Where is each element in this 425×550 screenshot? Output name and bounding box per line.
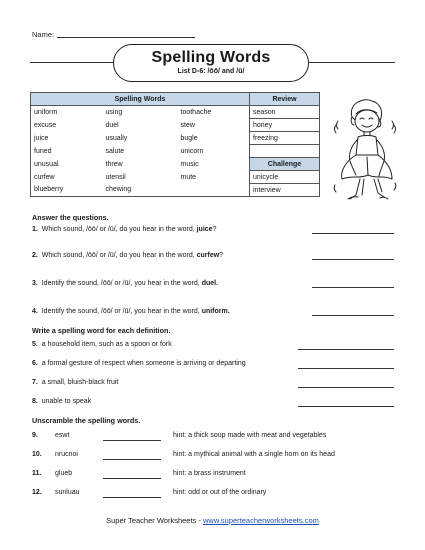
definition-text: a household item, such as a spoon or fork [41,341,172,348]
question-end: ? [212,226,217,233]
scrambled-word: glueb [55,470,73,477]
question-number: 4. [32,308,38,315]
name-row [32,30,195,39]
definition-number: 7. [32,379,38,386]
answer-line-1[interactable] [312,233,394,234]
dancing-girl-illustration [330,95,400,207]
unscramble-number: 9. [32,432,38,439]
definition-number: 5. [32,341,38,348]
section-answer-heading: Answer the questions. [32,213,109,222]
unscramble-hint: hint: odd or out of the ordinary [173,489,267,496]
unscramble-answer-line-10[interactable] [103,459,161,460]
spelling-words-header: Spelling Words [31,93,250,106]
name-label: Name: [32,30,55,39]
word-table [30,92,320,197]
review-header: Review [250,93,320,106]
definition-answer-line-5[interactable] [298,349,394,350]
question-text: Which sound, /ōō/ or /ū/, do you hear in the word, [41,252,195,259]
definition-text: a small, bluish-black fruit [41,379,119,386]
name-field[interactable] [57,37,195,38]
question-text: Identify the sound, /ōō/ or /ū/, you hear in the word, [41,308,200,315]
challenge-cell: unicycle [250,171,320,184]
question-2 [32,252,223,259]
question-number: 3. [32,280,38,287]
word-cell: toothache [178,106,250,119]
scrambled-word: eswt [55,432,70,439]
word-cell: uniform [31,106,103,119]
section-definition-heading: Write a spelling word for each definition. [32,326,171,335]
word-cell: bugle [178,132,250,145]
question-text: Identify the sound, /ōō/ or /ū/, you hear in the word, [41,280,200,287]
page-subtitle: List D-6: /ōō/ and /ū/ [177,68,245,75]
word-cell: unicorn [178,145,250,158]
definition-number: 6. [32,360,38,367]
word-cell: usually [105,134,128,142]
footer-url-link[interactable]: www.superteacherworksheets.com [202,516,319,525]
word-cell: music [178,158,250,171]
answer-line-2[interactable] [312,259,394,260]
definition-6 [32,360,246,367]
question-text: Which sound, /ōō/ or /ū/, do you hear in the word, [41,226,195,233]
answer-line-4[interactable] [312,315,394,316]
title-box [113,44,309,82]
word-cell: curfew [31,171,103,184]
footer-brand: Super Teacher Worksheets [106,516,197,525]
unscramble-hint: hint: a mythical animal with a single horn on its head [173,451,335,458]
definition-answer-line-7[interactable] [298,387,394,388]
unscramble-answer-line-11[interactable] [103,478,161,479]
word-cell [178,184,250,197]
question-word: uniform. [201,308,230,315]
footer-separator: - [196,516,203,525]
word-cell: funed [31,145,103,158]
question-number: 2. [32,252,38,259]
unscramble-number: 10. [32,451,42,458]
scrambled-word: sunluau [55,489,80,496]
question-3 [32,280,218,287]
unscramble-hint: hint: a thick soup made with meat and vegetables [173,432,327,439]
definition-text: a formal gesture of respect when someone is arriving or departing [41,360,246,367]
review-cell: freezing [250,132,320,145]
question-word: juice [196,226,213,233]
definition-5 [32,341,172,348]
word-cell: stew [178,119,250,132]
unscramble-answer-line-12[interactable] [103,497,161,498]
definition-answer-line-6[interactable] [298,368,394,369]
word-cell: salute [105,147,125,155]
word-cell: duel [105,121,119,129]
definition-answer-line-8[interactable] [298,406,394,407]
definition-8 [32,398,91,405]
question-4 [32,308,230,315]
title-rule-left [30,62,113,63]
review-empty-cell [250,145,320,158]
question-end: ? [219,252,224,259]
challenge-cell: interview [250,184,320,197]
review-cell: honey [250,119,320,132]
word-cell: excuse [31,119,103,132]
scrambled-word: nrucnoi [55,451,78,458]
word-cell: utensil [105,173,126,181]
review-cell: season [250,106,320,119]
answer-line-3[interactable] [312,287,394,288]
title-rule-right [309,62,395,63]
definition-7 [32,379,118,386]
section-unscramble-heading: Unscramble the spelling words. [32,416,141,425]
challenge-header: Challenge [250,158,320,171]
word-cell: unusual [31,158,103,171]
definition-number: 8. [32,398,38,405]
definition-text: unable to speak [41,398,92,405]
unscramble-number: 11. [32,470,42,477]
word-cell: mute [178,171,250,184]
word-cell: blueberry [31,184,103,197]
question-1 [32,226,216,233]
unscramble-hint: hint: a brass instrument [173,470,246,477]
question-word: curfew [196,252,220,259]
word-cell: juice [31,132,103,145]
question-number: 1. [32,226,38,233]
page-title: Spelling Words [151,49,271,66]
word-cell: using [105,108,123,116]
unscramble-answer-line-9[interactable] [103,440,161,441]
word-cell: threw [105,160,123,168]
word-cell: chewing [103,184,178,197]
footer [0,516,425,525]
unscramble-number: 12. [32,489,42,496]
question-word: duel. [201,280,219,287]
